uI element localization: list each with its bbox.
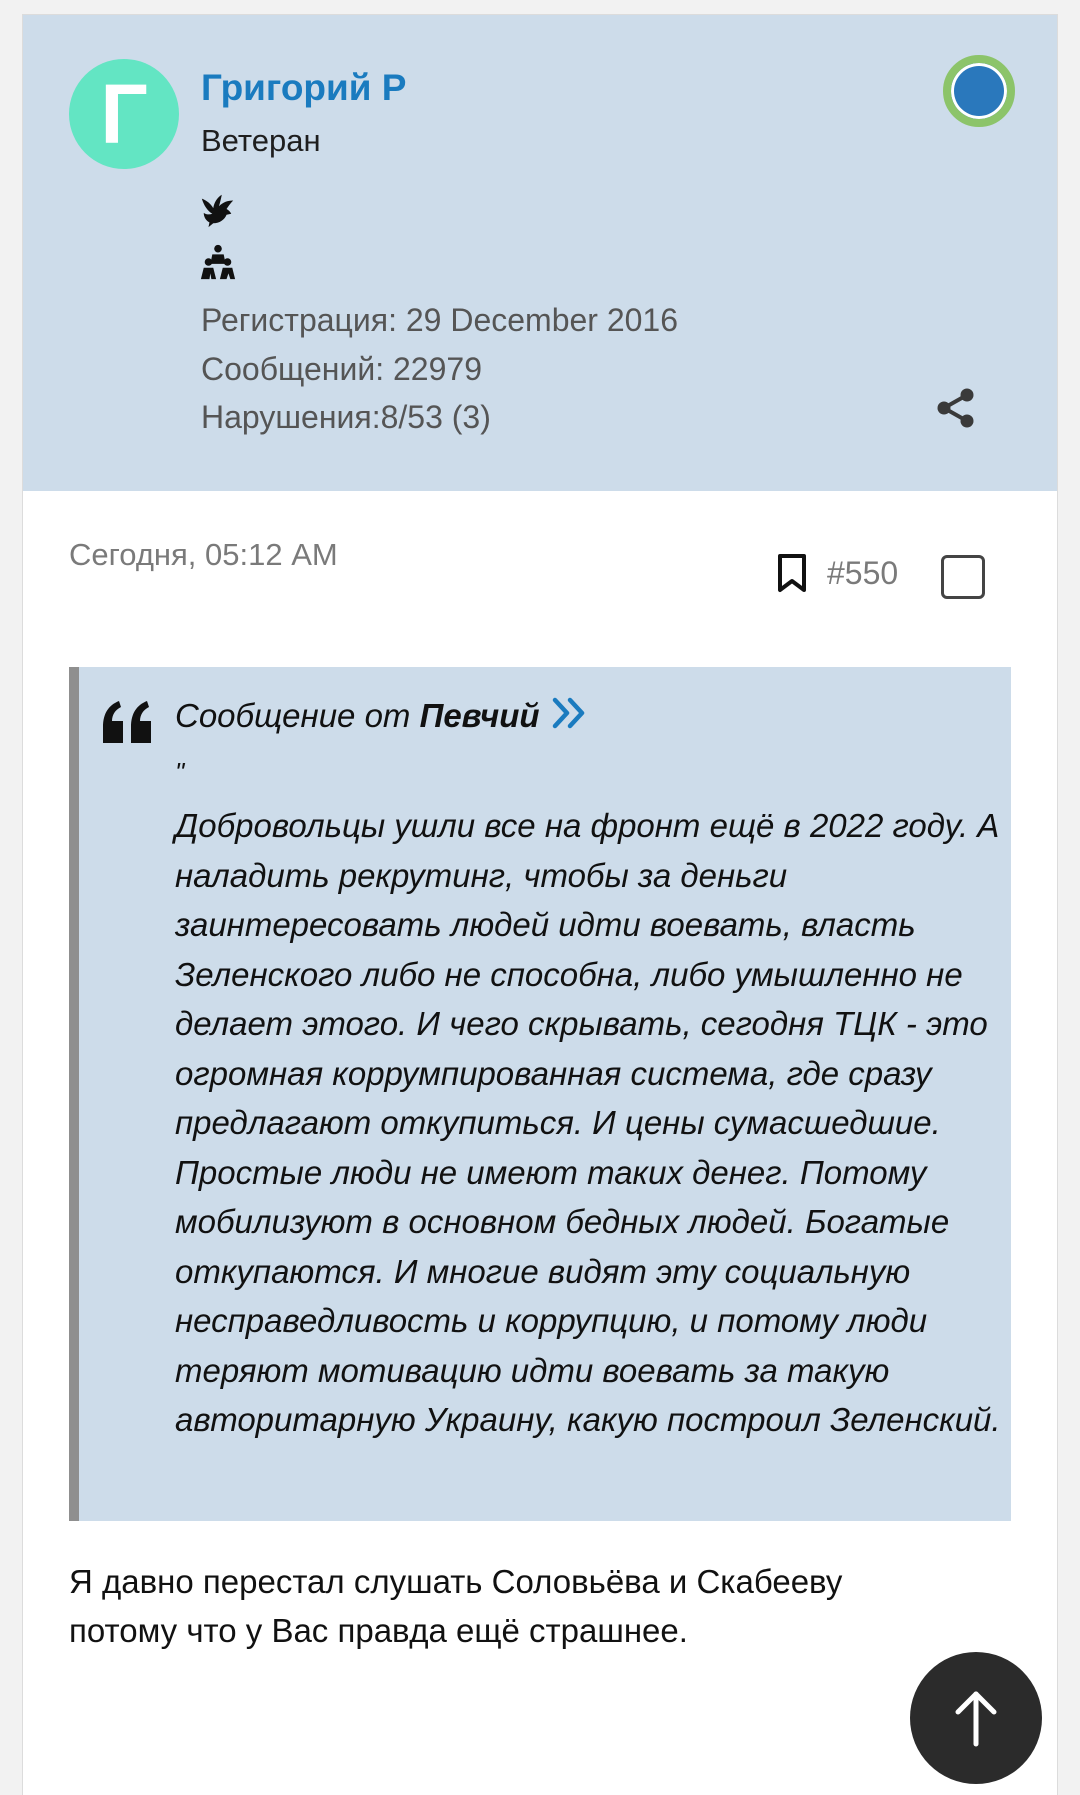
quote-text: Добровольцы ушли все на фронт ещё в 2022 году. А наладить рекрутинг, чтобы за деньги заинтересовать людей идти воевать, власть Зеленского либо не способна, либо умышленно не делает этого. И чего скрывать, сегодня ТЦК - это огромная коррумпированная система, где сразу предлагают откупиться. И цены сумасшедшие. Простые люди не имеют таких денег. Потому мобилизуют в основном бедных людей. Богатые откупаются. И многие видят эту социальную несправедливость и коррупцию, и потому люди теряют мотивацию идти воевать за такую авторитарную Украину, какую построил Зеленский.	[175, 807, 1001, 1438]
quote-open-mark: "	[175, 757, 185, 787]
quote-mark-icon	[99, 699, 155, 747]
warnings-count: Нарушения:8/53 (3)	[201, 399, 491, 435]
user-info-panel	[23, 15, 1057, 491]
dove-icon	[199, 191, 237, 229]
quote-prefix: Сообщение от	[175, 697, 420, 734]
username-link[interactable]: Григорий Р	[201, 67, 407, 108]
post-select-checkbox[interactable]	[941, 555, 985, 599]
scroll-to-top-button[interactable]	[910, 1652, 1042, 1784]
people-icon	[199, 243, 237, 281]
bookmark-icon[interactable]	[775, 553, 809, 593]
quote-author: Певчий	[419, 697, 540, 734]
go-to-quoted-post-icon[interactable]	[550, 695, 590, 731]
post-number-link[interactable]: #550	[827, 555, 899, 591]
registration-date: Регистрация: 29 December 2016	[201, 302, 679, 338]
share-icon[interactable]	[935, 387, 977, 429]
quote-block	[69, 667, 1011, 1521]
post-card	[22, 14, 1058, 1795]
avatar[interactable]: Г	[69, 59, 179, 169]
online-status-indicator	[943, 55, 1015, 127]
user-rank: Ветеран	[201, 123, 321, 158]
post-date: Сегодня, 05:12 AM	[69, 537, 338, 572]
arrow-up-icon	[952, 1688, 1000, 1748]
quote-header	[175, 695, 590, 735]
post-count: Сообщений: 22979	[201, 351, 482, 387]
post-message-text: Я давно перестал слушать Соловьёва и Скабееву потому что у Вас правда ещё страшнее.	[69, 1563, 843, 1649]
